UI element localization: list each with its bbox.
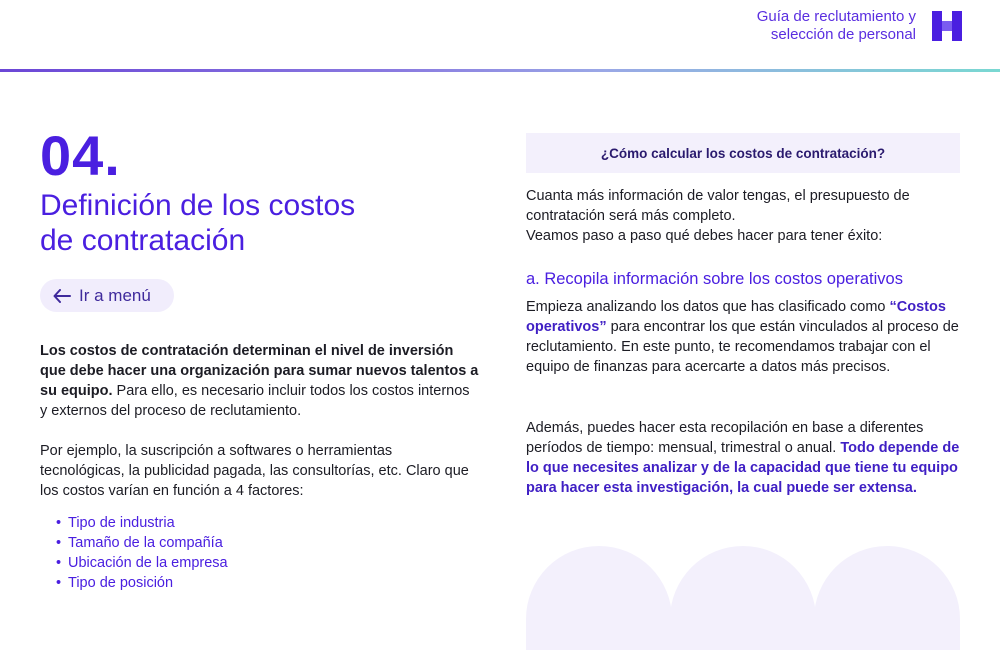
decorative-shapes [526,546,960,650]
go-to-menu-label: Ir a menú [79,285,151,305]
decorative-arch [814,546,960,650]
step-a-heading: a. Recopila información sobre los costos operativos [526,270,903,288]
guide-title-line2: selección de personal [770,26,916,43]
calc-costs-heading: ¿Cómo calcular los costos de contratación? [600,145,886,161]
factors-list [56,513,228,593]
intro-bold-text: Los costos de contratación determinan el nivel de inversión que debe hacer una organización para sumar nuevos talentos a su equipo. [40,343,479,399]
list-item: • Tipo de posición [56,573,228,593]
brand-logo-icon [932,11,962,41]
calc-intro-paragraph [526,186,966,246]
section-number: 04. [40,124,121,187]
calc-costs-heading-box [526,133,960,173]
intro-paragraph [40,341,480,421]
step-a-highlight: “Costos operativos” [526,299,946,335]
list-item: • Tipo de industria [56,513,228,533]
calc-intro-line1: Cuanta más información de valor tengas, el presupuesto de contratación será más completo. [526,188,910,224]
calc-intro-line2: Veamos paso a paso qué debes hacer para tener éxito: [526,228,883,244]
step-a-paragraph-1 [526,297,966,377]
step-a-paragraph-2 [526,418,966,498]
factors-intro-paragraph: Por ejemplo, la suscripción a softwares o herramientas tecnológicas, la publicidad pagada, las consultorías, etc. Claro que los costos varían en función a 4 factores: [40,443,469,499]
step-a-highlight-2: Todo depende de lo que necesites analizar y de la capacidad que tiene tu equipo para hacer esta investigación, la cual puede ser extensa. [526,440,960,496]
guide-title [757,8,916,44]
list-item: • Ubicación de la empresa [56,553,228,573]
decorative-arch [526,546,672,650]
section-title [40,188,460,258]
header-divider [0,69,1000,72]
step-a-text-2: Además, puedes hacer esta recopilación en base a diferentes períodos de tiempo: mensual, trimestral o anual. [526,420,924,456]
step-a-text: Empieza analizando los datos que has clasificado como [526,299,890,315]
go-to-menu-button[interactable] [40,279,174,312]
list-item: • Tamaño de la compañía [56,533,228,553]
section-title-line2: de contratación [40,224,246,257]
section-title-line1: Definición de los costos [40,189,356,222]
guide-title-line1: Guía de reclutamiento y [756,8,916,25]
step-a-text-rest: para encontrar los que están vinculados al proceso de reclutamiento. En este punto, te recomendamos trabajar con el equipo de finanzas para acercarte a datos más precisos. [526,319,959,375]
page-header [0,0,1000,72]
intro-text: Para ello, es necesario incluir todos los costos internos y externos del proceso de reclutamiento. [40,383,470,419]
arrow-left-icon [53,289,71,303]
decorative-arch [670,546,816,650]
